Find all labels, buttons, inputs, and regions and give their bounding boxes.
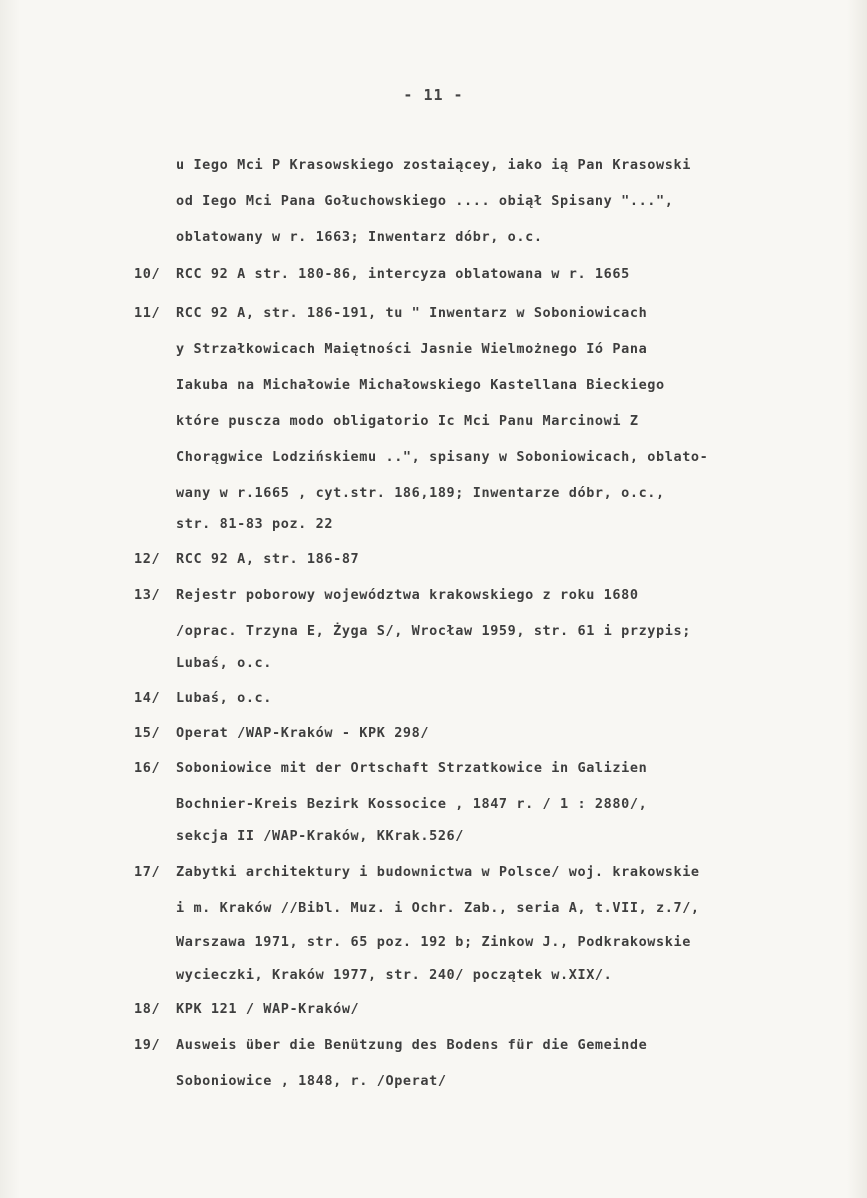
footnote-line: Operat /WAP-Kraków - KPK 298/ xyxy=(176,725,430,741)
footnote-number: 19/ xyxy=(134,1037,161,1053)
footnote-line: Soboniowice , 1848, r. /Operat/ xyxy=(176,1073,447,1089)
footnote-line: KPK 121 / WAP-Kraków/ xyxy=(176,1001,360,1017)
footnote-line: Zabytki architektury i budownictwa w Polsce/ woj. krakowskie xyxy=(176,864,700,880)
footnote-line: Iakuba na Michałowie Michałowskiego Kastellana Bieckiego xyxy=(176,377,665,393)
footnote-line: Chorągwice Lodzińskiemu ..", spisany w Soboniowicach, oblato- xyxy=(176,449,709,465)
footnote-line: Ausweis über die Benützung des Bodens für die Gemeinde xyxy=(176,1037,648,1053)
footnote-number: 10/ xyxy=(134,266,161,282)
footnote-line: wany w r.1665 , cyt.str. 186,189; Inwentarze dóbr, o.c., xyxy=(176,485,665,501)
intro-line: u Iego Mci P Krasowskiego zostaiącey, iako ią Pan Krasowski xyxy=(176,157,691,173)
footnote-number: 14/ xyxy=(134,690,161,706)
footnote-line: które puscza modo obligatorio Ic Mci Panu Marcinowi Z xyxy=(176,413,639,429)
intro-line: oblatowany w r. 1663; Inwentarz dóbr, o.c. xyxy=(176,229,543,245)
footnote-line: Lubaś, o.c. xyxy=(176,655,273,671)
footnote-line: y Strzałkowicach Maiętności Jasnie Wielmożnego Ió Pana xyxy=(176,341,648,357)
footnote-line: sekcja II /WAP-Kraków, KKrak.526/ xyxy=(176,828,465,844)
footnote-line: /oprac. Trzyna E, Żyga S/, Wrocław 1959, str. 61 i przypis; xyxy=(176,623,691,639)
footnote-number: 17/ xyxy=(134,864,161,880)
footnote-line: str. 81-83 poz. 22 xyxy=(176,516,334,532)
footnote-number: 13/ xyxy=(134,587,161,603)
footnote-number: 12/ xyxy=(134,551,161,567)
footnote-line: Lubaś, o.c. xyxy=(176,690,273,706)
footnote-line: RCC 92 A, str. 186-191, tu " Inwentarz w Soboniowicach xyxy=(176,305,648,321)
footnote-number: 11/ xyxy=(134,305,161,321)
footnote-line: Rejestr poborowy województwa krakowskiego z roku 1680 xyxy=(176,587,639,603)
footnote-line: RCC 92 A str. 180-86, intercyza oblatowana w r. 1665 xyxy=(176,266,630,282)
footnote-number: 15/ xyxy=(134,725,161,741)
footnote-number: 16/ xyxy=(134,760,161,776)
intro-line: od Iego Mci Pana Gołuchowskiego .... obiął Spisany "...", xyxy=(176,193,674,209)
footnote-number: 18/ xyxy=(134,1001,161,1017)
footnote-line: wycieczki, Kraków 1977, str. 240/ początek w.XIX/. xyxy=(176,967,613,983)
page-number: - 11 - xyxy=(403,86,464,104)
footnote-line: i m. Kraków //Bibl. Muz. i Ochr. Zab., seria A, t.VII, z.7/, xyxy=(176,900,700,916)
footnote-line: RCC 92 A, str. 186-87 xyxy=(176,551,360,567)
footnote-line: Bochnier-Kreis Bezirk Kossocice , 1847 r. / 1 : 2880/, xyxy=(176,796,648,812)
footnote-line: Soboniowice mit der Ortschaft Strzatkowice in Galizien xyxy=(176,760,648,776)
footnote-line: Warszawa 1971, str. 65 poz. 192 b; Zinkow J., Podkrakowskie xyxy=(176,934,691,950)
